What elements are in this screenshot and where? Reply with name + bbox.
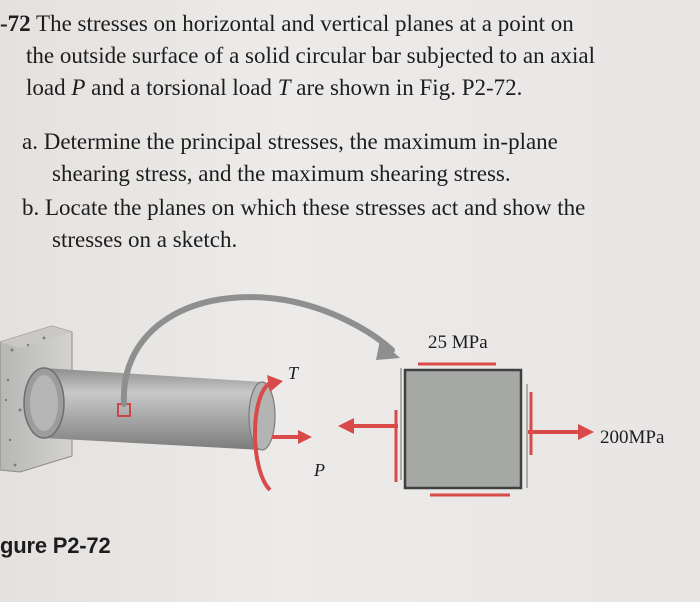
axial-load-label: P <box>314 460 325 480</box>
statement-text-3c: are shown in Fig. P2-72. <box>290 75 523 100</box>
circular-bar <box>24 368 275 450</box>
stress-element <box>396 364 531 495</box>
shear-stress-label: 25 MPa <box>428 332 488 353</box>
statement-text-3b: and a torsional load <box>85 75 278 100</box>
axial-load-arrow <box>272 430 325 480</box>
part-b-text-2: stresses on a sketch. <box>52 227 238 252</box>
torque-label: T <box>288 363 299 383</box>
statement-text-1: The stresses on horizontal and vertical planes at a point on <box>36 11 574 36</box>
part-a-text-2: shearing stress, and the maximum shearing stress. <box>52 161 511 186</box>
part-b-text-1: Locate the planes on which these stresses act and show the <box>45 195 586 220</box>
load-p-symbol: P <box>71 75 86 100</box>
statement-text-2: the outside surface of a solid circular bar subjected to an axial <box>26 43 596 68</box>
problem-number: -72 <box>0 11 31 36</box>
part-a-marker: a. <box>22 129 38 154</box>
statement-text-3a: load <box>26 75 72 100</box>
figure-caption: gure P2-72 <box>0 533 111 558</box>
part-a-text-1: Determine the principal stresses, the maximum in-plane <box>43 129 558 154</box>
load-t-symbol: T <box>277 75 291 100</box>
normal-stress-label: 200MPa <box>600 427 665 448</box>
part-b-marker: b. <box>22 195 40 220</box>
